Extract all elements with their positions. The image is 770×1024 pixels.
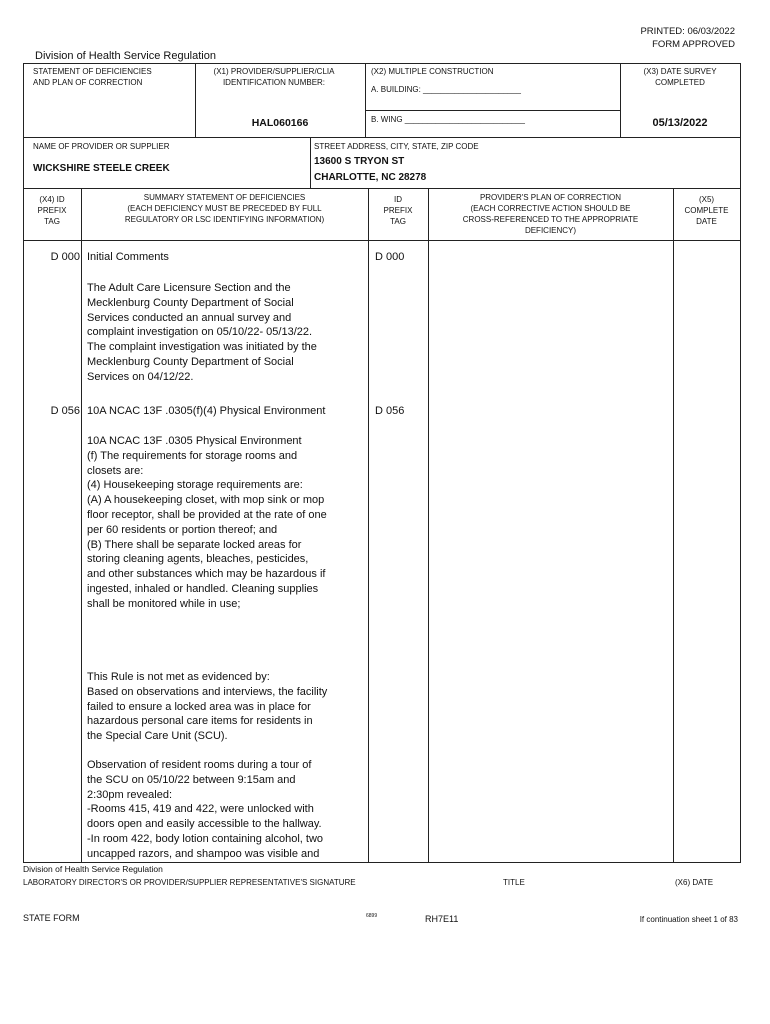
initial-comments-text: The Adult Care Licensure Section and the Mecklenburg County Department of Social Services conducted an annual survey and complaint investigation on 05/10/22- 05/13/22. The complaint investigation was initiated by the Mecklenburg County Department of Social Services on 04/12/22. [87, 282, 317, 383]
summary-header: SUMMARY STATEMENT OF DEFICIENCIES (EACH DEFICIENCY MUST BE PRECEDED BY FULL REGULATORY OR LSC IDENTIFYING INFORMATION) [124, 193, 325, 224]
wing-line: B. WING ___________________________ [371, 115, 525, 124]
finding-text: This Rule is not met as evidenced by: Based on observations and interviews, the facility failed to ensure a locked area was in place for hazardous personal care items for residents in the Special Care Unit (SCU). [87, 671, 328, 743]
id-header: ID PREFIX TAG [383, 195, 413, 226]
rule-text: 10A NCAC 13F .0305 Physical Environment (f) The requirements for storage rooms and closets are: (4) Housekeeping storage requirements are: (A) A housekeeping closet, with mop sink or mop floor receptor, shall be provided at the rate of one per 60 residents or portion thereof; and (B) There shall be separate locked areas for storing cleaning agents, bleaches, pesticides, and other substances which may be hazardous if ingested, inhaled or handled. Cleaning supplies shall be monitored while in use; [87, 435, 327, 610]
form-code: RH7E11 [425, 914, 459, 924]
footer-agency: Division of Health Service Regulation [23, 864, 163, 874]
initial-comments-title: Initial Comments [87, 251, 169, 263]
tag-d056-right: D 056 [375, 405, 405, 417]
statement-label: STATEMENT OF DEFICIENCIES AND PLAN OF CORRECTION [33, 67, 152, 87]
deficiency-title: 10A NCAC 13F .0305(f)(4) Physical Environment [87, 405, 326, 417]
printed-date: PRINTED: 06/03/2022 [640, 26, 735, 37]
x5-header: (X5) COMPLETE DATE [684, 195, 729, 226]
signature-label: LABORATORY DIRECTOR'S OR PROVIDER/SUPPLIER REPRESENTATIVE'S SIGNATURE [23, 878, 356, 887]
state-form: STATE FORM [23, 913, 80, 923]
provider-label: NAME OF PROVIDER OR SUPPLIER [33, 142, 170, 151]
address-line1: 13600 S TRYON ST [314, 156, 405, 167]
building-line: A. BUILDING: ______________________ [371, 85, 521, 94]
form-number: 6899 [366, 913, 378, 919]
address-line2: CHARLOTTE, NC 28278 [314, 172, 427, 183]
x3-label: (X3) DATE SURVEY COMPLETED [643, 67, 717, 87]
provider-id: HAL060166 [251, 117, 309, 129]
agency-name: Division of Health Service Regulation [35, 50, 216, 62]
observation-text: Observation of resident rooms during a tour of the SCU on 05/10/22 between 9:15am and 2:30pm revealed: -Rooms 415, 419 and 422, were unlocked with doors open and easily accessible to the hallway. -In room 422, body lotion containing alcohol, two uncapped razors, and shampoo was visible and [87, 759, 324, 860]
x4-header: (X4) ID PREFIX TAG [37, 195, 67, 226]
tag-d000-right: D 000 [375, 251, 405, 263]
tag-d056: D 056 [50, 405, 80, 417]
continuation-sheet: If continuation sheet 1 of 83 [639, 915, 738, 924]
title-label: TITLE [503, 878, 525, 887]
address-label: STREET ADDRESS, CITY, STATE, ZIP CODE [314, 142, 479, 151]
x1-label: (X1) PROVIDER/SUPPLIER/CLIA IDENTIFICATION NUMBER: [213, 67, 335, 87]
x2-label: (X2) MULTIPLE CONSTRUCTION [371, 67, 494, 76]
provider-name: WICKSHIRE STEELE CREEK [33, 163, 170, 174]
plan-header: PROVIDER'S PLAN OF CORRECTION (EACH CORRECTIVE ACTION SHOULD BE CROSS-REFERENCED TO THE APPROPRIATE DEFICIENCY) [462, 193, 639, 235]
tag-d000: D 000 [50, 251, 80, 263]
form-approved: FORM APPROVED [652, 39, 735, 50]
date-label: (X6) DATE [675, 878, 714, 887]
survey-date: 05/13/2022 [652, 117, 708, 129]
